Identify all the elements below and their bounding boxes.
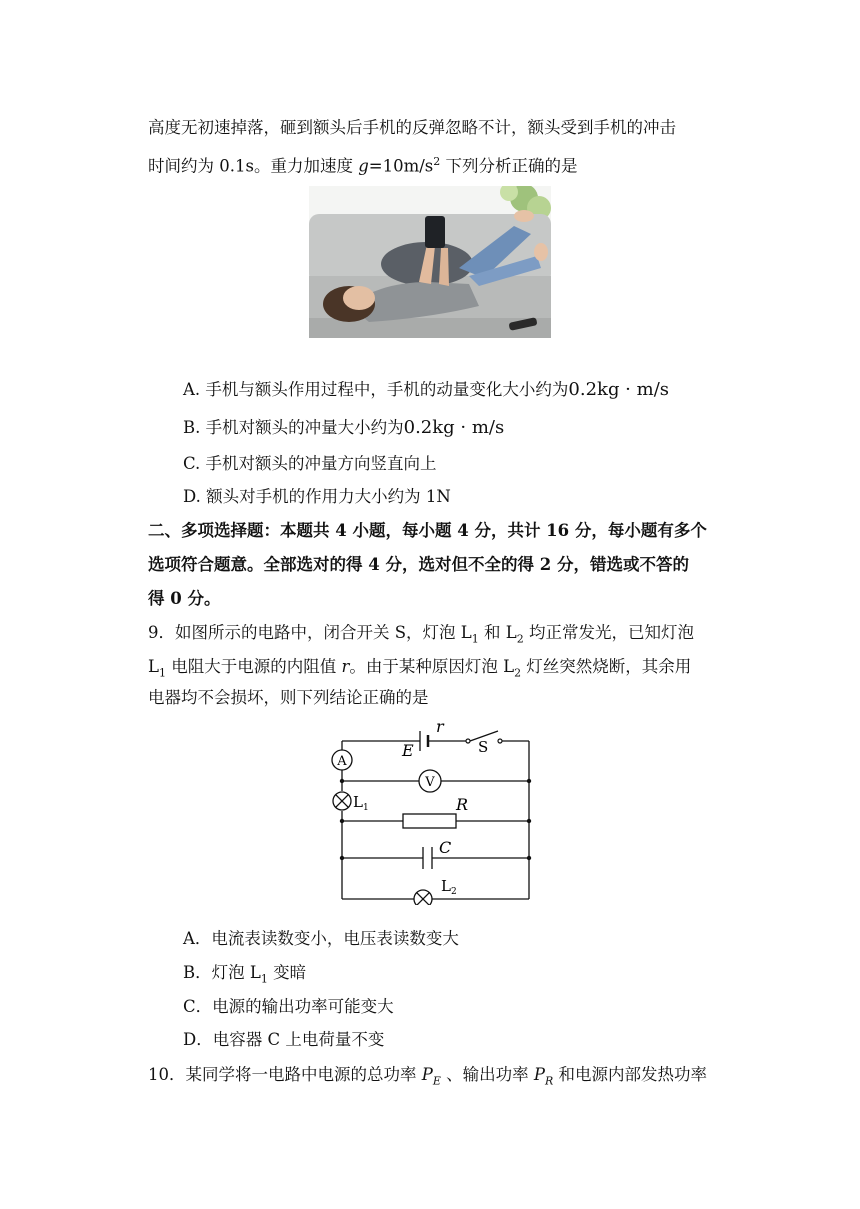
q8-option-a [183, 378, 669, 402]
q9-option-a: A．电流表读数变小，电压表读数变大 [183, 929, 459, 948]
q9-line-2-b: 电阻大于电源的内阻值 [165, 657, 342, 676]
q8-option-c: C. 手机对额头的冲量方向竖直向上 [183, 454, 437, 473]
circuit-label-e: E [402, 741, 414, 760]
circuit-label-c: C [439, 838, 452, 857]
q8-line-2-b: =10m/s [368, 156, 434, 176]
q9-line-1-c: 均正常发光，已知灯泡 [523, 623, 694, 642]
q8-g-symbol: g [358, 156, 369, 176]
q10-pr-sub: R [545, 1074, 554, 1088]
q8-photo [309, 186, 551, 338]
q8-option-a-text: A. 手机与额头作用过程中，手机的动量变化大小约为 [183, 380, 569, 399]
q10-pe-sub: E [432, 1074, 441, 1088]
q8-line-2-sup: 2 [433, 155, 441, 168]
q9-circuit-diagram [328, 717, 538, 905]
q8-option-a-value: 0.2kg · m/s [568, 379, 669, 400]
q9-line-2-d: 灯丝突然烧断，其余用 [521, 657, 692, 676]
circuit-label-a: A [337, 754, 347, 769]
q9-line-2-c: 。由于某种原因灯泡 L [349, 657, 515, 676]
circuit-label-r: r [436, 717, 444, 736]
q10-a: 10．某同学将一电路中电源的总功率 [148, 1065, 422, 1084]
circuit-label-r-resistor: R [456, 795, 469, 814]
q8-option-b [183, 416, 504, 440]
q9-line-3: 电器均不会损坏，则下列结论正确的是 [148, 688, 429, 707]
q9-line-2-sub1: 1 [158, 666, 166, 680]
section2-line-2: 选项符合题意。全部选对的得 4 分，选对但不全的得 2 分，错选或不答的 [148, 555, 689, 574]
q9-line-2 [148, 655, 691, 685]
q9-option-b-a: B．灯泡 L [183, 963, 261, 982]
q9-option-b-b: 变暗 [267, 963, 307, 982]
q8-line-2-a: 时间约为 0.1s。重力加速度 [148, 156, 359, 176]
q9-line-2-a: L [148, 657, 159, 676]
q8-option-b-value: 0.2kg · m/s [403, 417, 505, 438]
q9-line-1 [148, 621, 694, 651]
q9-option-b-sub: 1 [260, 972, 268, 986]
circuit-label-l2: L [441, 877, 451, 895]
q10-pe: P [421, 1065, 433, 1084]
q9-r-symbol: r [341, 657, 350, 676]
q9-option-c: C．电源的输出功率可能变大 [183, 997, 394, 1016]
circuit-label-v: V [425, 775, 435, 790]
q10-pr: P [533, 1065, 545, 1084]
circuit-label-s: S [478, 738, 489, 756]
q10-c: 和电源内部发热功率 [553, 1065, 708, 1084]
circuit-svg [328, 717, 538, 905]
q8-option-b-text: B. 手机对额头的冲量大小约为 [183, 418, 404, 437]
circuit-label-l2-sub: 2 [451, 887, 457, 897]
q9-line-1-sub1: 1 [471, 632, 479, 646]
q9-line-1-b: 和 L [478, 623, 517, 642]
circuit-label-l1: L [353, 793, 363, 811]
q9-line-1-sub2: 2 [516, 632, 524, 646]
q8-line-1: 高度无初速掉落，砸到额头后手机的反弹忽略不计，额头受到手机的冲击 [148, 118, 676, 137]
q8-line-2 [148, 150, 578, 179]
q8-option-d: D. 额头对手机的作用力大小约为 1N [183, 487, 451, 506]
q8-photo-illustration [309, 186, 551, 338]
circuit-label-l1-sub: 1 [363, 803, 369, 813]
section2-line-3: 得 0 分。 [148, 589, 221, 608]
q9-line-2-sub2: 2 [514, 666, 522, 680]
section2-line-1: 二、多项选择题：本题共 4 小题，每小题 4 分，共计 16 分，每小题有多个 [148, 521, 707, 540]
q8-line-2-c: 下列分析正确的是 [440, 156, 578, 176]
q10-b: 、输出功率 [440, 1065, 534, 1084]
q9-line-1-a: 9．如图所示的电路中，闭合开关 S，灯泡 L [148, 623, 472, 642]
q9-option-b [183, 961, 306, 991]
q10-line-1 [148, 1063, 707, 1093]
q9-option-d: D．电容器 C 上电荷量不变 [183, 1030, 385, 1049]
